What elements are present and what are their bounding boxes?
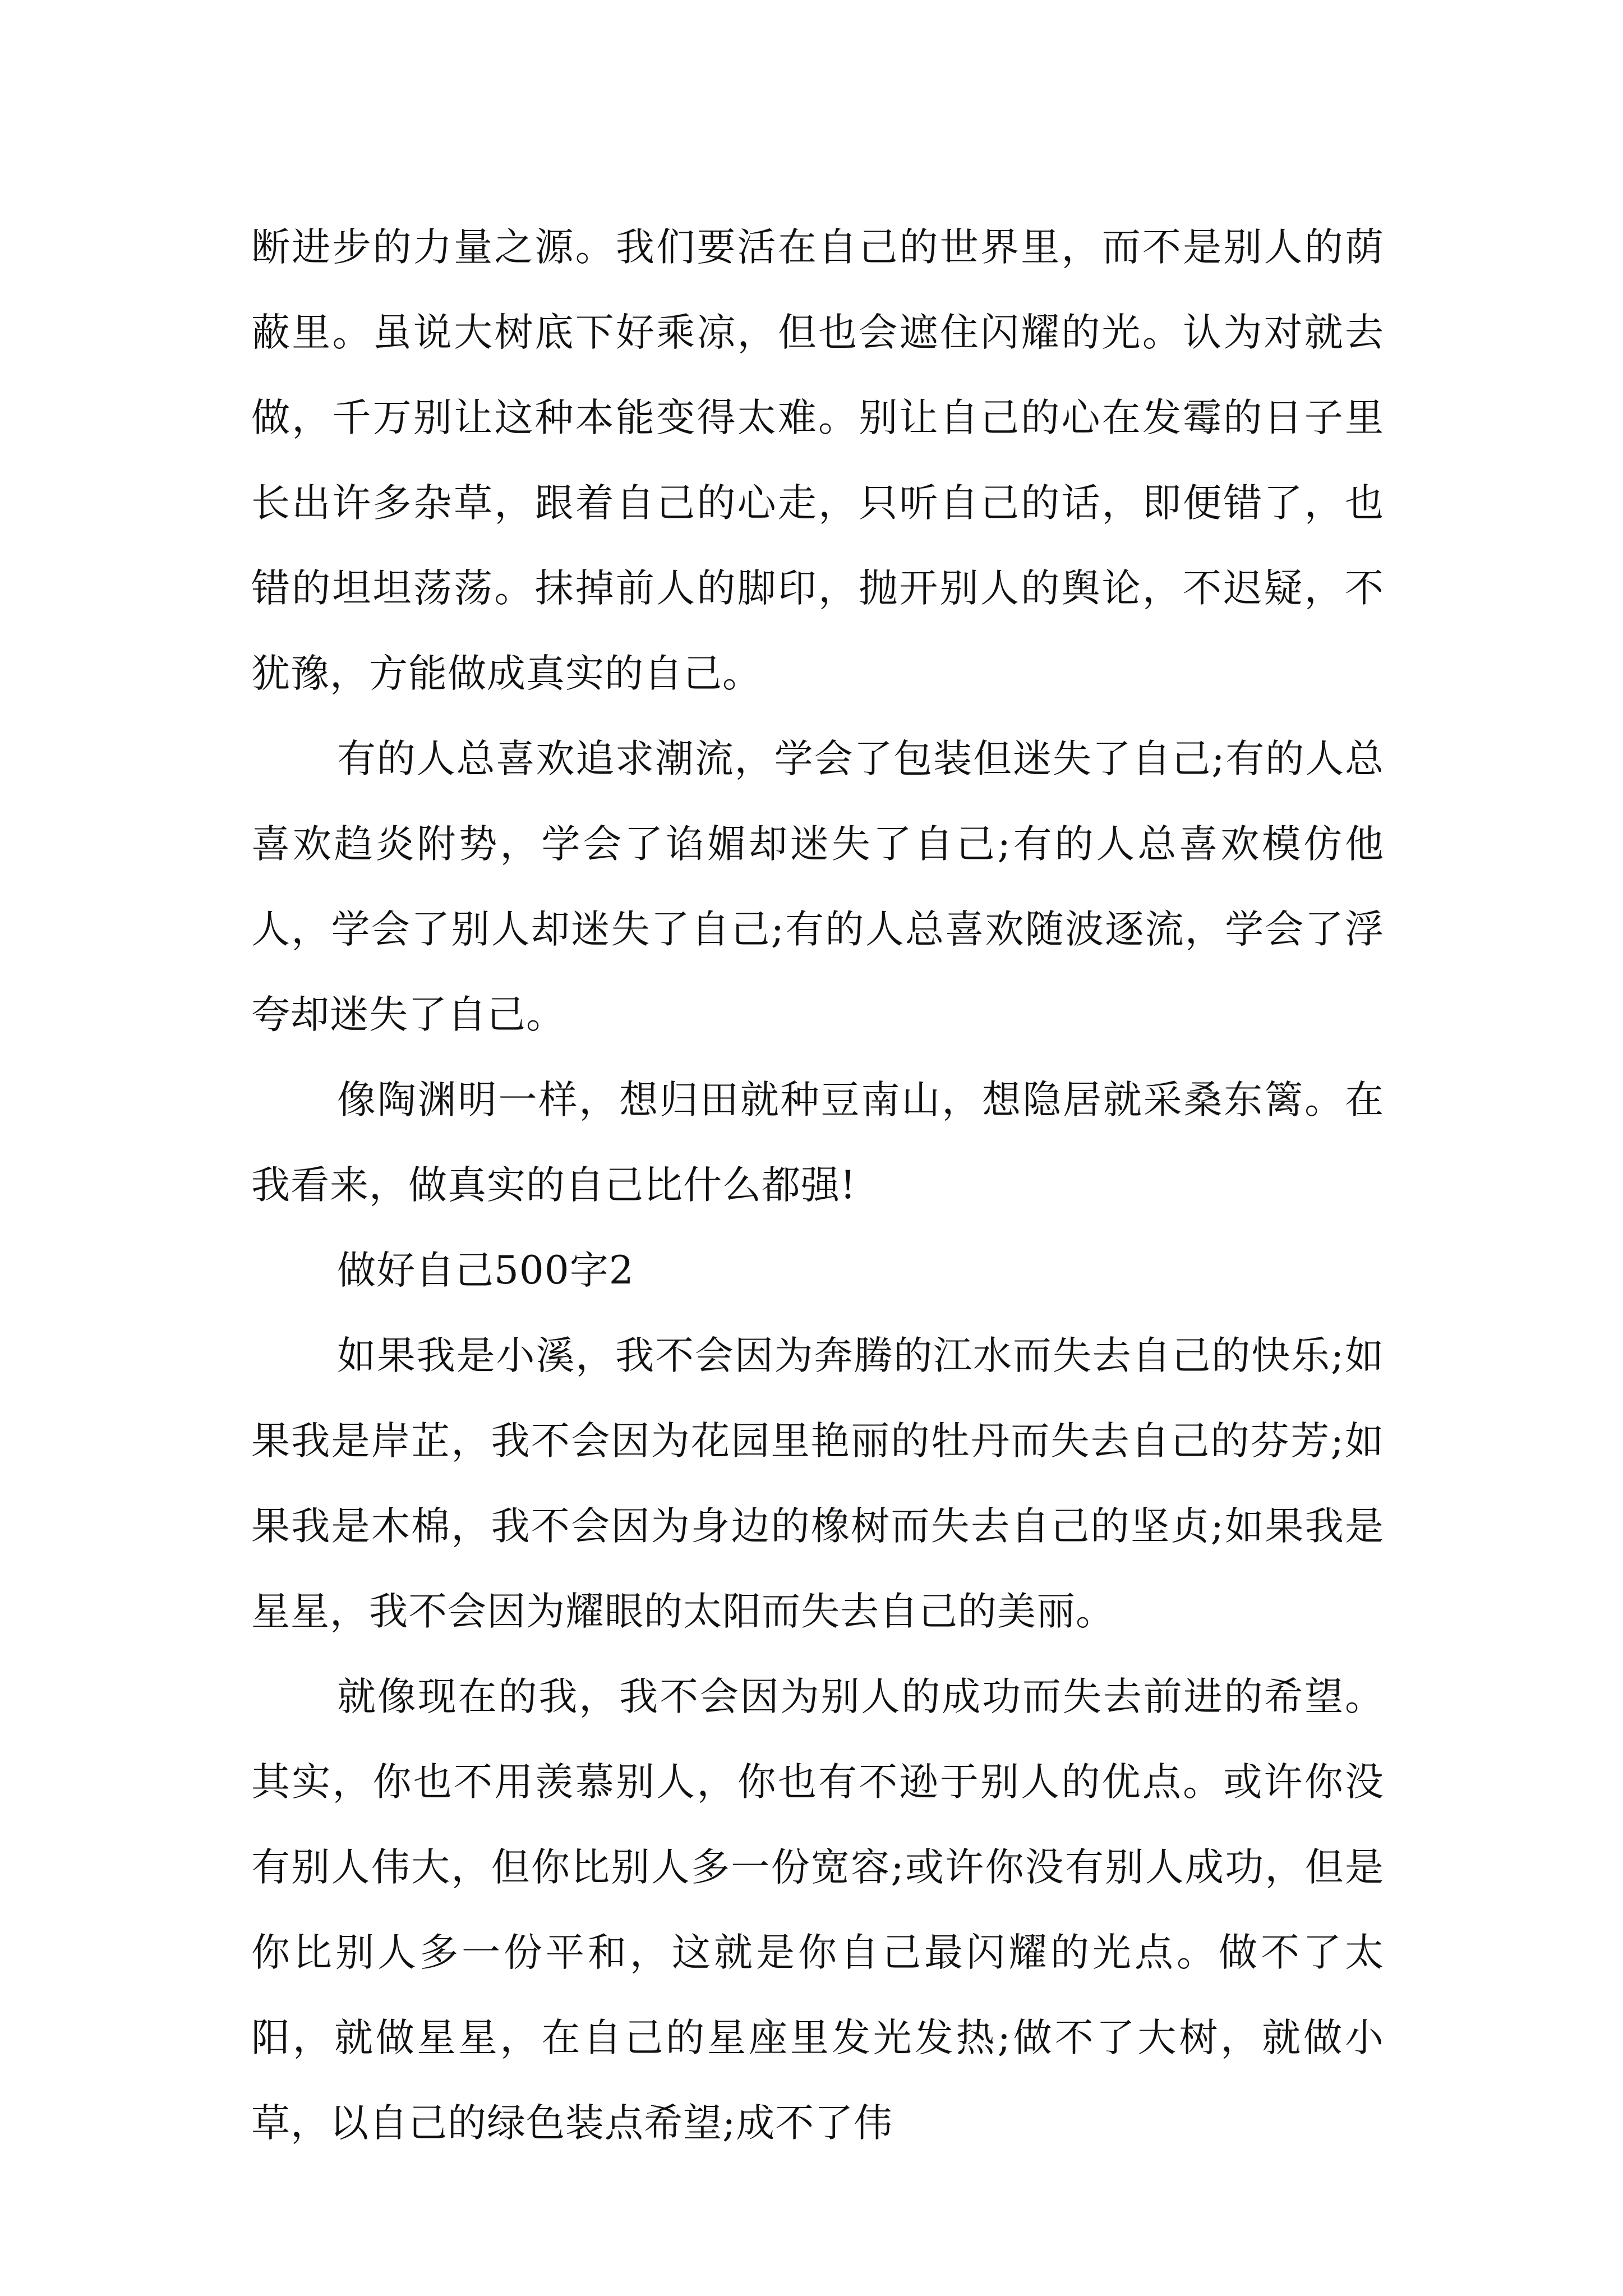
section-heading: 做好自己500字2 bbox=[337, 1248, 634, 1293]
document-page bbox=[251, 205, 1384, 2166]
paragraph-5: 就像现在的我，我不会因为别人的成功而失去前进的希望。其实，你也不用羡慕别人，你也有不逊于别人的优点。或许你没有别人伟大，但你比别人多一份宽容;或许你没有别人成功，但是你比别人多一份平和，这就是你自己最闪耀的光点。做不了太阳，就做星星，在自己的星座里发光发热;做不了大树，就做小草，以自己的绿色装点希望;成不了伟 bbox=[251, 1674, 1384, 2146]
paragraph-4: 如果我是小溪，我不会因为奔腾的江水而失去自己的快乐;如果我是岸芷，我不会因为花园里艳丽的牡丹而失去自己的芬芳;如果我是木棉，我不会因为身边的橡树而失去自己的坚贞;如果我是星星，我不会因为耀眼的太阳而失去自己的美丽。 bbox=[251, 1333, 1384, 1634]
paragraph-1: 断进步的力量之源。我们要活在自己的世界里，而不是别人的荫蔽里。虽说大树底下好乘凉，但也会遮住闪耀的光。认为对就去做，千万别让这种本能变得太难。别让自己的心在发霉的日子里长出许多杂草，跟着自己的心走，只听自己的话，即便错了，也错的坦坦荡荡。抹掉前人的脚印，抛开别人的舆论，不迟疑，不犹豫，方能做成真实的自己。 bbox=[251, 225, 1384, 696]
paragraph-3: 像陶渊明一样，想归田就种豆南山，想隐居就采桑东篱。在我看来，做真实的自己比什么都强! bbox=[251, 1078, 1384, 1208]
paragraph-2: 有的人总喜欢追求潮流，学会了包装但迷失了自己;有的人总喜欢趋炎附势，学会了谄媚却迷失了自己;有的人总喜欢模仿他人，学会了别人却迷失了自己;有的人总喜欢随波逐流，学会了浮夸却迷失了自己。 bbox=[251, 737, 1384, 1037]
